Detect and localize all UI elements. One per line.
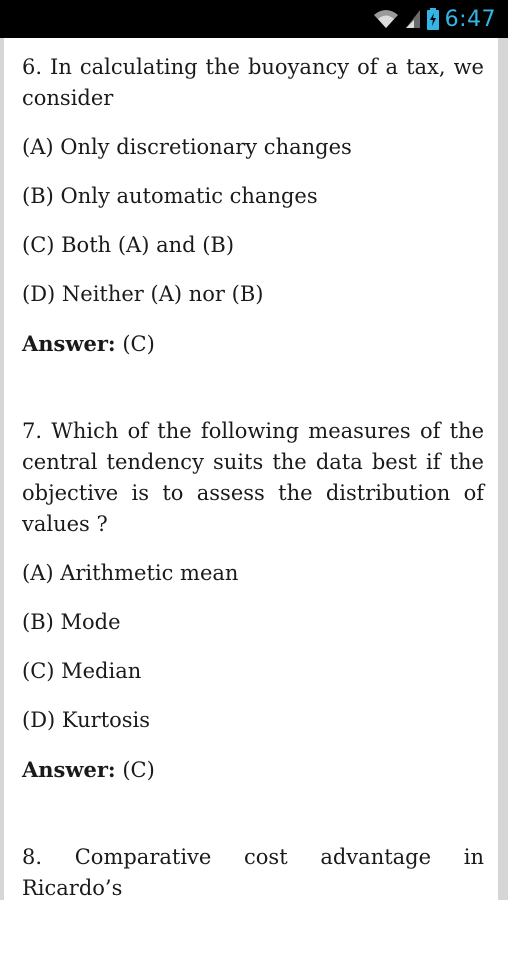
answer-label: Answer: — [22, 331, 116, 356]
status-bar — [0, 0, 508, 38]
option-b: (B) Mode — [22, 610, 121, 634]
answer-label: Answer: — [22, 757, 116, 782]
status-clock: 6:47 — [444, 6, 496, 32]
answer-line — [22, 328, 484, 360]
question-text: 8. Comparative cost advantage in Ricardo’s — [22, 845, 484, 900]
option-d: (D) Kurtosis — [22, 708, 151, 732]
question-block-6 — [22, 52, 484, 360]
battery-charging-icon — [427, 8, 439, 30]
option-a: (A) Only discretionary changes — [22, 135, 352, 159]
scrollbar-track[interactable] — [498, 38, 508, 900]
page-left-edge — [0, 38, 4, 900]
option-b: (B) Only automatic changes — [22, 184, 318, 208]
option-c: (C) Median — [22, 659, 142, 683]
answer-value: (C) — [122, 758, 155, 782]
option-a: (A) Arithmetic mean — [22, 561, 239, 585]
option-d: (D) Neither (A) nor (B) — [22, 282, 264, 306]
question-block-8 — [22, 842, 484, 904]
answer-value: (C) — [122, 332, 155, 356]
wifi-icon — [373, 9, 399, 29]
question-list[interactable] — [22, 52, 484, 960]
question-text: 6. In calculating the buoyancy of a tax, we consider — [22, 55, 484, 110]
option-c: (C) Both (A) and (B) — [22, 233, 235, 257]
signal-icon — [405, 9, 421, 29]
question-block-7 — [22, 416, 484, 786]
question-text: 7. Which of the following measures of the central tendency suits the data best if the objective is to assess the distribution of values ? — [22, 419, 484, 536]
answer-line — [22, 754, 484, 786]
